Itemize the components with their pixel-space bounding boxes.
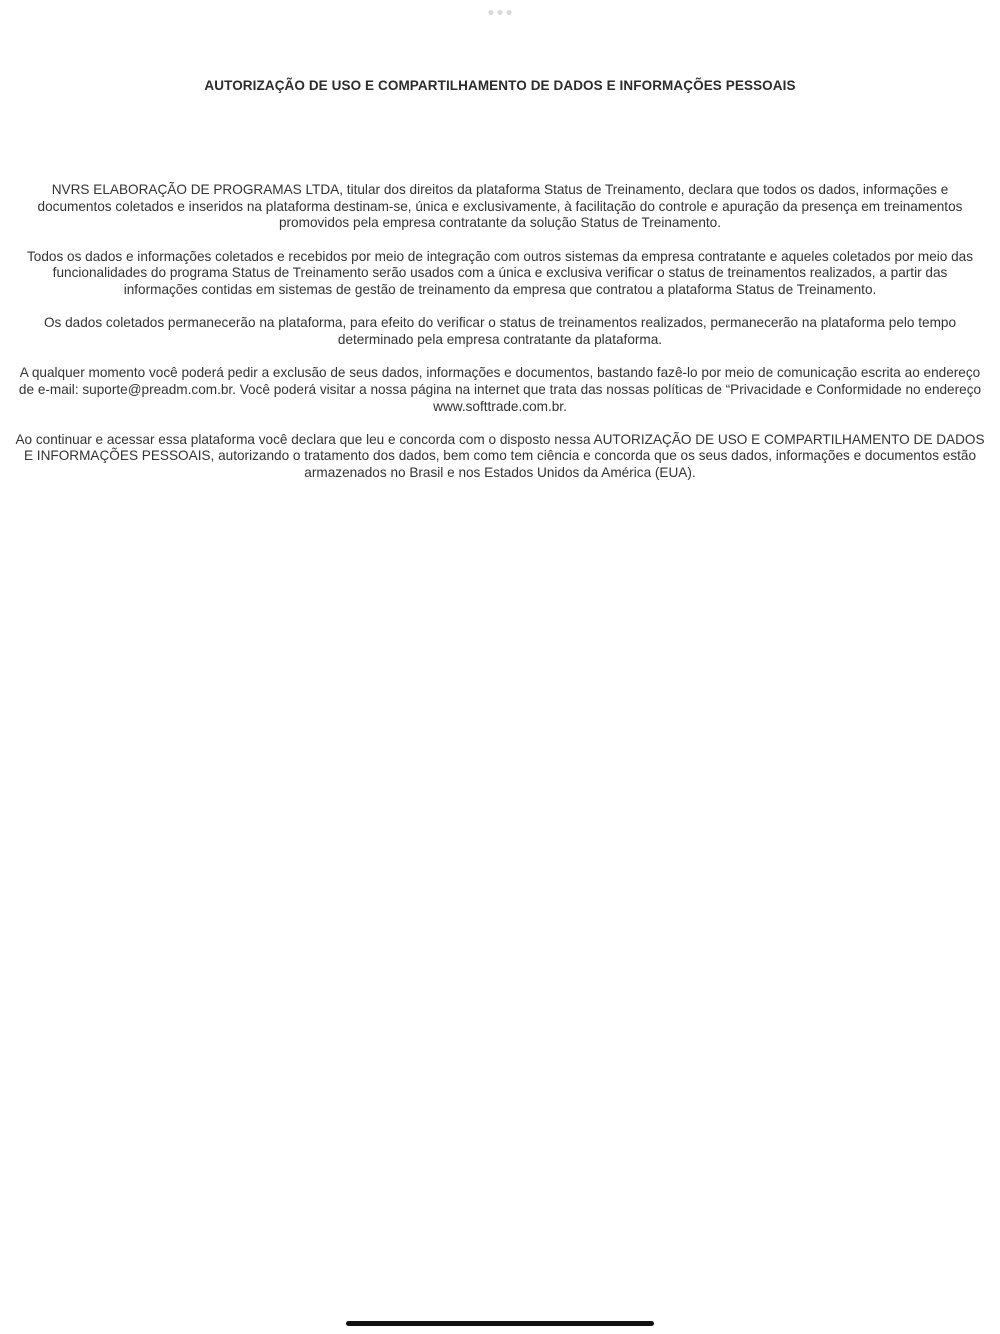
paragraph-intro: NVRS ELABORAÇÃO DE PROGRAMAS LTDA, titular dos direitos da plataforma Status de Treinamento, declara que todos os dados, informações e documentos coletados e inseridos na plataforma destinam-se, única e exclusivamente, à facilitação do controle e apuração da presença em treinamentos promovidos pela empresa contratante da solução Status de Treinamento. bbox=[37, 182, 963, 231]
home-indicator[interactable] bbox=[346, 1321, 654, 1326]
dot bbox=[498, 10, 503, 15]
paragraph-deletion: A qualquer momento você poderá pedir a exclusão de seus dados, informações e documentos, bastando fazê-lo por meio de comunicação escrita ao endereço de e-mail: suporte@preadm.com.br. Você poderá visitar a nossa página na internet que trata das nossas políticas de “Privacidade e Conformidade no endereço www.softtrade.com.br. bbox=[18, 365, 982, 414]
page-title: AUTORIZAÇÃO DE USO E COMPARTILHAMENTO DE DADOS E INFORMAÇÕES PESSOAIS bbox=[204, 78, 796, 93]
dot bbox=[489, 10, 494, 15]
document-body bbox=[14, 182, 986, 498]
paragraph-data-usage: Todos os dados e informações coletados e recebidos por meio de integração com outros sistemas da empresa contratante e aqueles coletados por meio das funcionalidades do programa Status de Treinamento serão usados com a única e exclusiva verificar o status de treinamentos realizados, a partir das informações contidas em sistemas de gestão de treinamento da empresa que contratou a plataforma Status de Treinamento. bbox=[26, 248, 974, 298]
dot bbox=[507, 10, 512, 15]
paragraph-consent: Ao continuar e acessar essa plataforma você declara que leu e concorda com o disposto nessa AUTORIZAÇÃO DE USO E COMPARTILHAMENTO DE DADOS E INFORMAÇÕES PESSOAIS, autorizando o tratamento dos dados, bem como tem ciência e concorda que os seus dados, informações e documentos estão armazenados no Brasil e nos Estados Unidos da América (EUA). bbox=[15, 431, 985, 481]
paragraph-retention: Os dados coletados permanecerão na plataforma, para efeito do verificar o status de treinamentos realizados, permanecerão na plataforma pelo tempo determinado pela empresa contratante da plataforma. bbox=[43, 315, 957, 347]
multitasking-dots-icon[interactable] bbox=[489, 10, 512, 15]
